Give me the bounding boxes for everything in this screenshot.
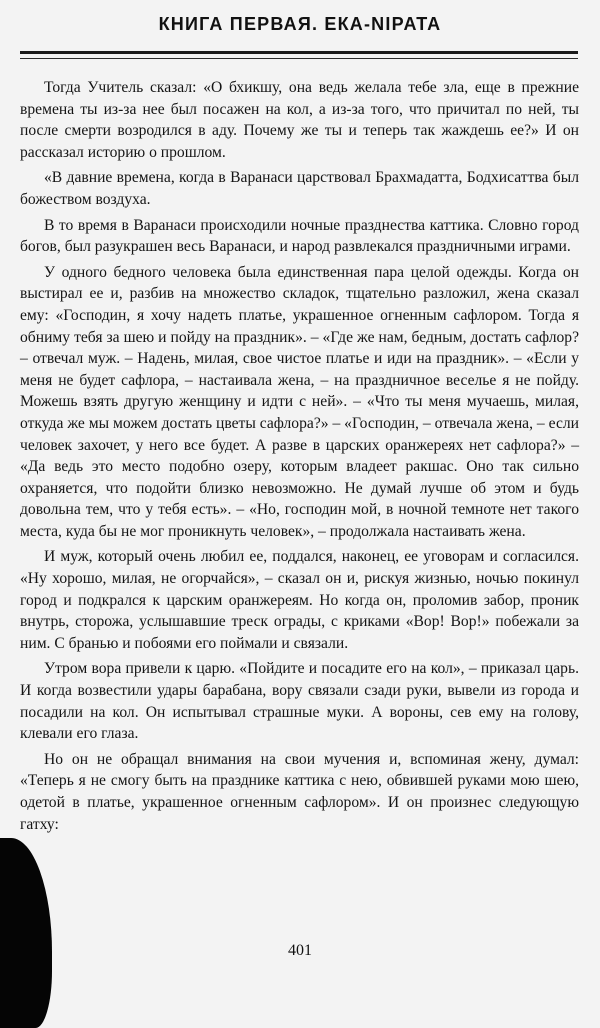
scan-shadow: [0, 838, 52, 1028]
page-number: 401: [288, 942, 312, 959]
paragraph: Но он не обращал внимания на свои мучения и, вспоминая жену, думал: «Теперь я не смогу быть на празднике каттика с нею, обвившей руками мою шею, одетой в платье, украшенное огненным сафлором». И он произнес следующую гатху:: [20, 750, 579, 833]
paragraph: «В давние времена, когда в Варанаси царствовал Брахмадатта, Бодхисаттва был божеством воздуха.: [20, 169, 579, 208]
paragraph: В то время в Варанаси происходили ночные празднества каттика. Словно город богов, был разукрашен весь Варанаси, и народ развлекался праздничными играми.: [20, 216, 579, 256]
paragraph: Тогда Учитель сказал: «О бхикшу, она ведь желала тебе зла, еще в прежние времена ты из-за нее был посажен на кол, а из-за того, что причитал по ней, ты после смерти возродился в аду. Почему же ты и теперь так жаждешь ее?» И он рассказал историю о прошлом.: [20, 79, 579, 161]
paragraph: У одного бедного человека была единственная пара целой одежды. Когда он выстирал ее и, разбив на множество складок, тщательно разложил, жена сказал ему: «Господин, я хочу надеть платье, украшенное огненным сафлором. Тогда я обниму тебя за шею и пойду на праздник». – «Где же нам, бедным, достать сафлор? – отвечал муж. – Надень, милая, свое чистое платье и иди на праздник». – «Если у меня не будет сафлора, – настаивала жена, – на праздничное веселье я не пойду. Можешь взять другую женщину и идти с ней». – «Что ты меня мучаешь, милая, откуда же мы можем достать цветы сафлора?» – «Господин, – отвечала жена, – если человек захочет, у него все будет. А разве в царских оранжереях нет сафлора?» – «Да ведь это место подобно озеру, которым владеет ракшас. Оно так сильно охраняется, что подойти близко невозможно. Не думай лучше об этом и будь довольна тем, что у тебя есть». – «Но, господин мой, в ночной темноте нет такого места, куда бы не мог проникнуть человек», – продолжала настаивать жена.: [20, 263, 579, 540]
header-rule-thin: [20, 58, 578, 59]
paragraph: И муж, который очень любил ее, поддался, наконец, ее уговорам и согласился. «Ну хорошо, милая, не огорчайся», – сказал он и, рискуя жизнью, ночью покинул город и подкрался к царским оранжереям. Но когда он, проломив забор, проник внутрь, сторожа, услышавшие треск ограды, с криками «Вор! Вор!» побежали за ним. С бранью и побоями его поймали и связали.: [20, 548, 579, 652]
paragraph: Утром вора привели к царю. «Пойдите и посадите его на кол», – приказал царь. И когда возвестили удары барабана, вору связали сзади руки, вывели из города и посадили на кол. Он испытывал страшные муки. А вороны, сев ему на голову, клевали его глаза.: [20, 660, 579, 743]
running-title: КНИГА ПЕРВАЯ. ЕКА-NIPATA: [158, 14, 442, 34]
body-text: [20, 77, 579, 839]
header-rule-thick: [20, 51, 578, 54]
